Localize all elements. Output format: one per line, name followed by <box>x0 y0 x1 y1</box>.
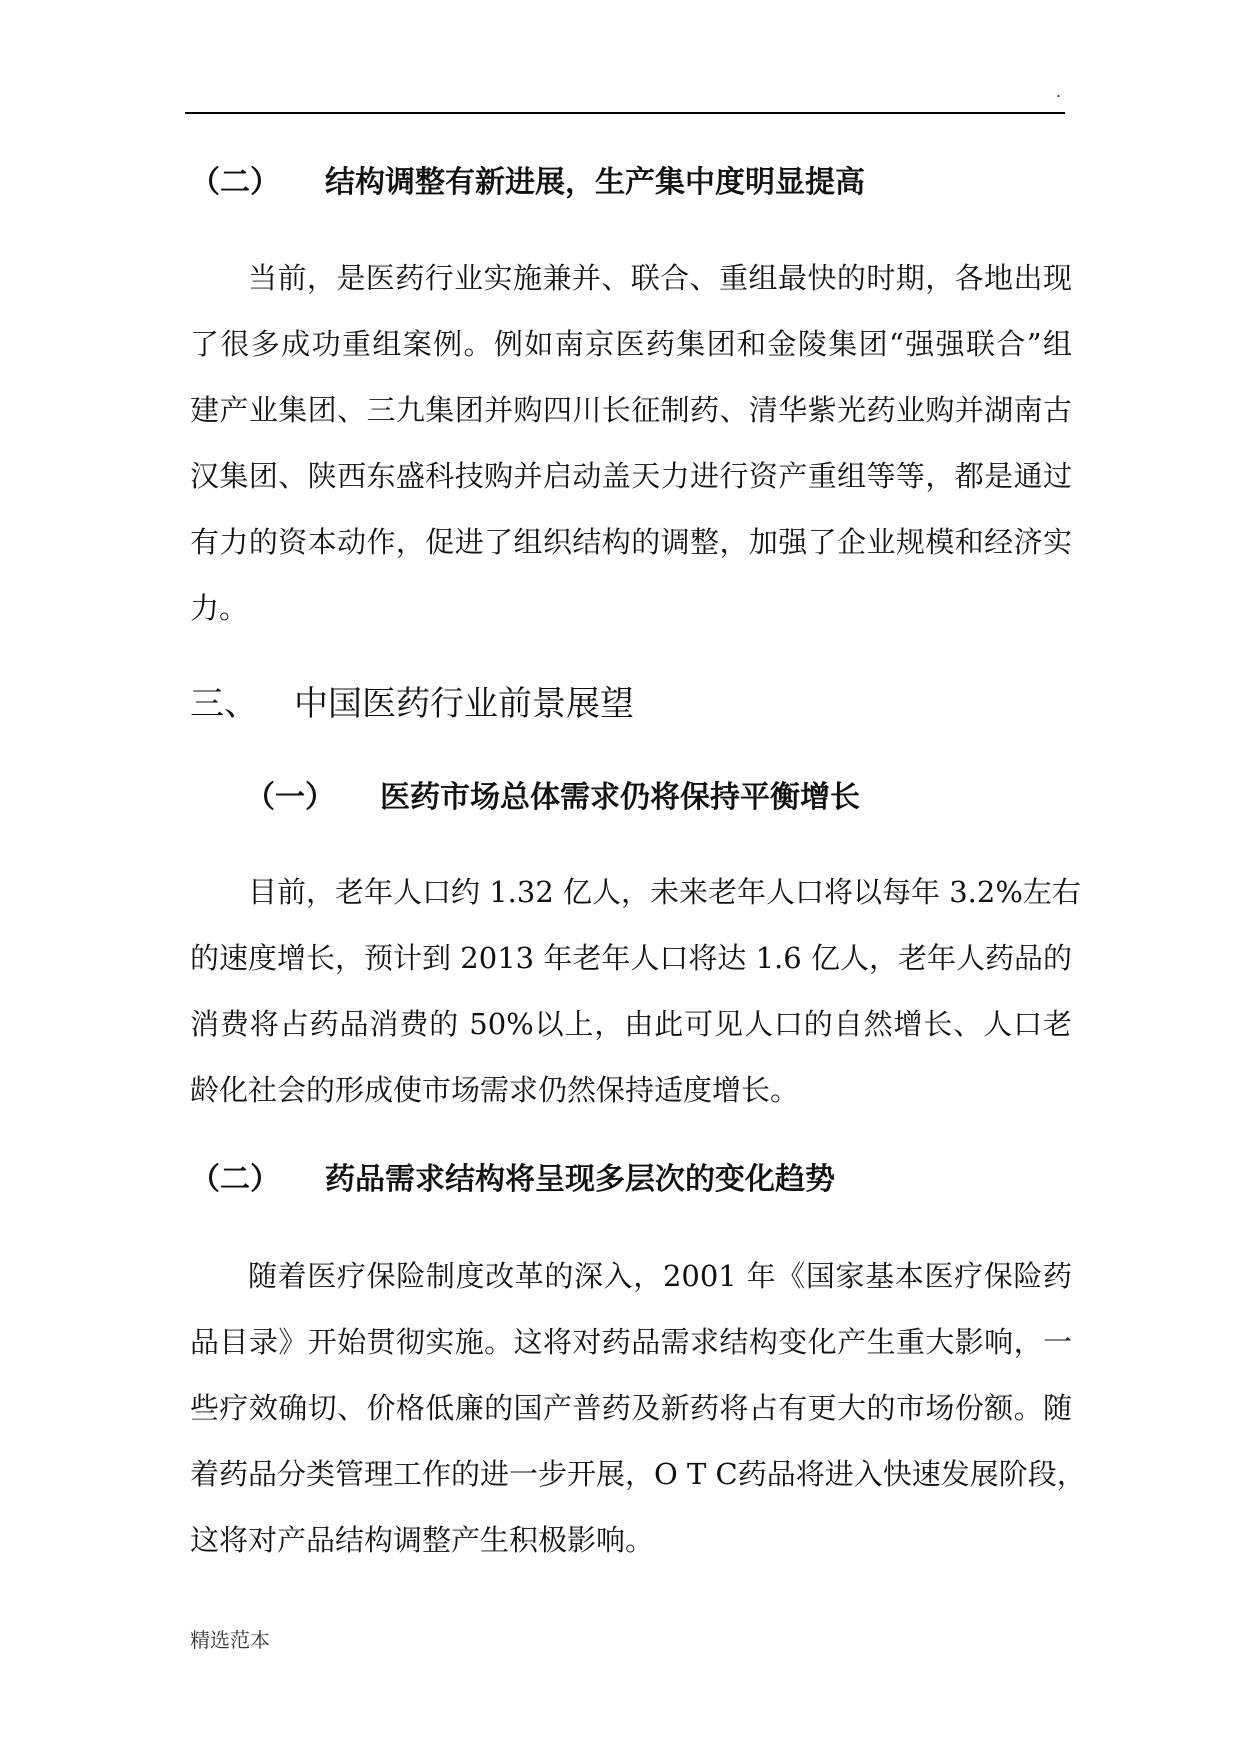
section-number: （二） <box>190 165 280 200</box>
paragraph-line: 着药品分类管理工作的进一步开展，O T C药品将进入快速发展阶段， <box>190 1457 1086 1491</box>
major-heading-outlook <box>190 684 634 724</box>
section-title: 药品需求结构将呈现多层次的变化趋势 <box>325 1162 835 1197</box>
header-mark: . <box>1056 82 1062 101</box>
paragraph-line: 汉集团、陕西东盛科技购并启动盖天力进行资产重组等等，都是通过 <box>190 459 1072 493</box>
footer-text: 精选范本 <box>190 1628 270 1652</box>
paragraph-line: 了很多成功重组案例。例如南京医药集团和金陵集团“强强联合”组 <box>190 327 1072 361</box>
paragraph-line: 目前，老年人口约 1.32 亿人，未来老年人口将以每年 3.2%左右 <box>248 875 1081 909</box>
header-rule <box>185 112 1065 114</box>
section-number: 三、 <box>190 684 258 724</box>
paragraph-line: 力。 <box>190 591 249 625</box>
section-title: 中国医药行业前景展望 <box>294 684 634 724</box>
section-title: 结构调整有新进展，生产集中度明显提高 <box>325 165 865 200</box>
paragraph-line: 有力的资本动作，促进了组织结构的调整，加强了企业规模和经济实 <box>190 525 1072 559</box>
section-heading-structure <box>190 165 865 201</box>
section-number: （二） <box>190 1162 280 1197</box>
paragraph-line: 这将对产品结构调整产生积极影响。 <box>190 1523 655 1557</box>
section-title: 医药市场总体需求仍将保持平衡增长 <box>380 780 860 815</box>
paragraph-line: 随着医疗保险制度改革的深入，2001 年《国家基本医疗保险药 <box>248 1259 1072 1293</box>
paragraph-restructuring <box>190 245 1072 641</box>
paragraph-line: 的速度增长，预计到 2013 年老年人口将达 1.6 亿人，老年人药品的 <box>190 941 1072 975</box>
paragraph-aging-population <box>190 859 1081 1123</box>
paragraph-line: 品目录》开始贯彻实施。这将对药品需求结构变化产生重大影响，一 <box>190 1325 1072 1359</box>
section-heading-demand <box>245 780 860 816</box>
paragraph-line: 当前，是医药行业实施兼并、联合、重组最快的时期，各地出现 <box>248 261 1072 295</box>
paragraph-line: 些疗效确切、价格低廉的国产普药及新药将占有更大的市场份额。随 <box>190 1391 1072 1425</box>
paragraph-line: 消费将占药品消费的 50%以上，由此可见人口的自然增长、人口老 <box>190 1007 1072 1041</box>
section-heading-demand-structure <box>190 1162 835 1198</box>
paragraph-line: 建产业集团、三九集团并购四川长征制药、清华紫光药业购并湖南古 <box>190 393 1072 427</box>
section-number: （一） <box>245 780 335 815</box>
paragraph-line: 龄化社会的形成使市场需求仍然保持适度增长。 <box>190 1073 800 1107</box>
paragraph-insurance-reform <box>190 1243 1086 1573</box>
